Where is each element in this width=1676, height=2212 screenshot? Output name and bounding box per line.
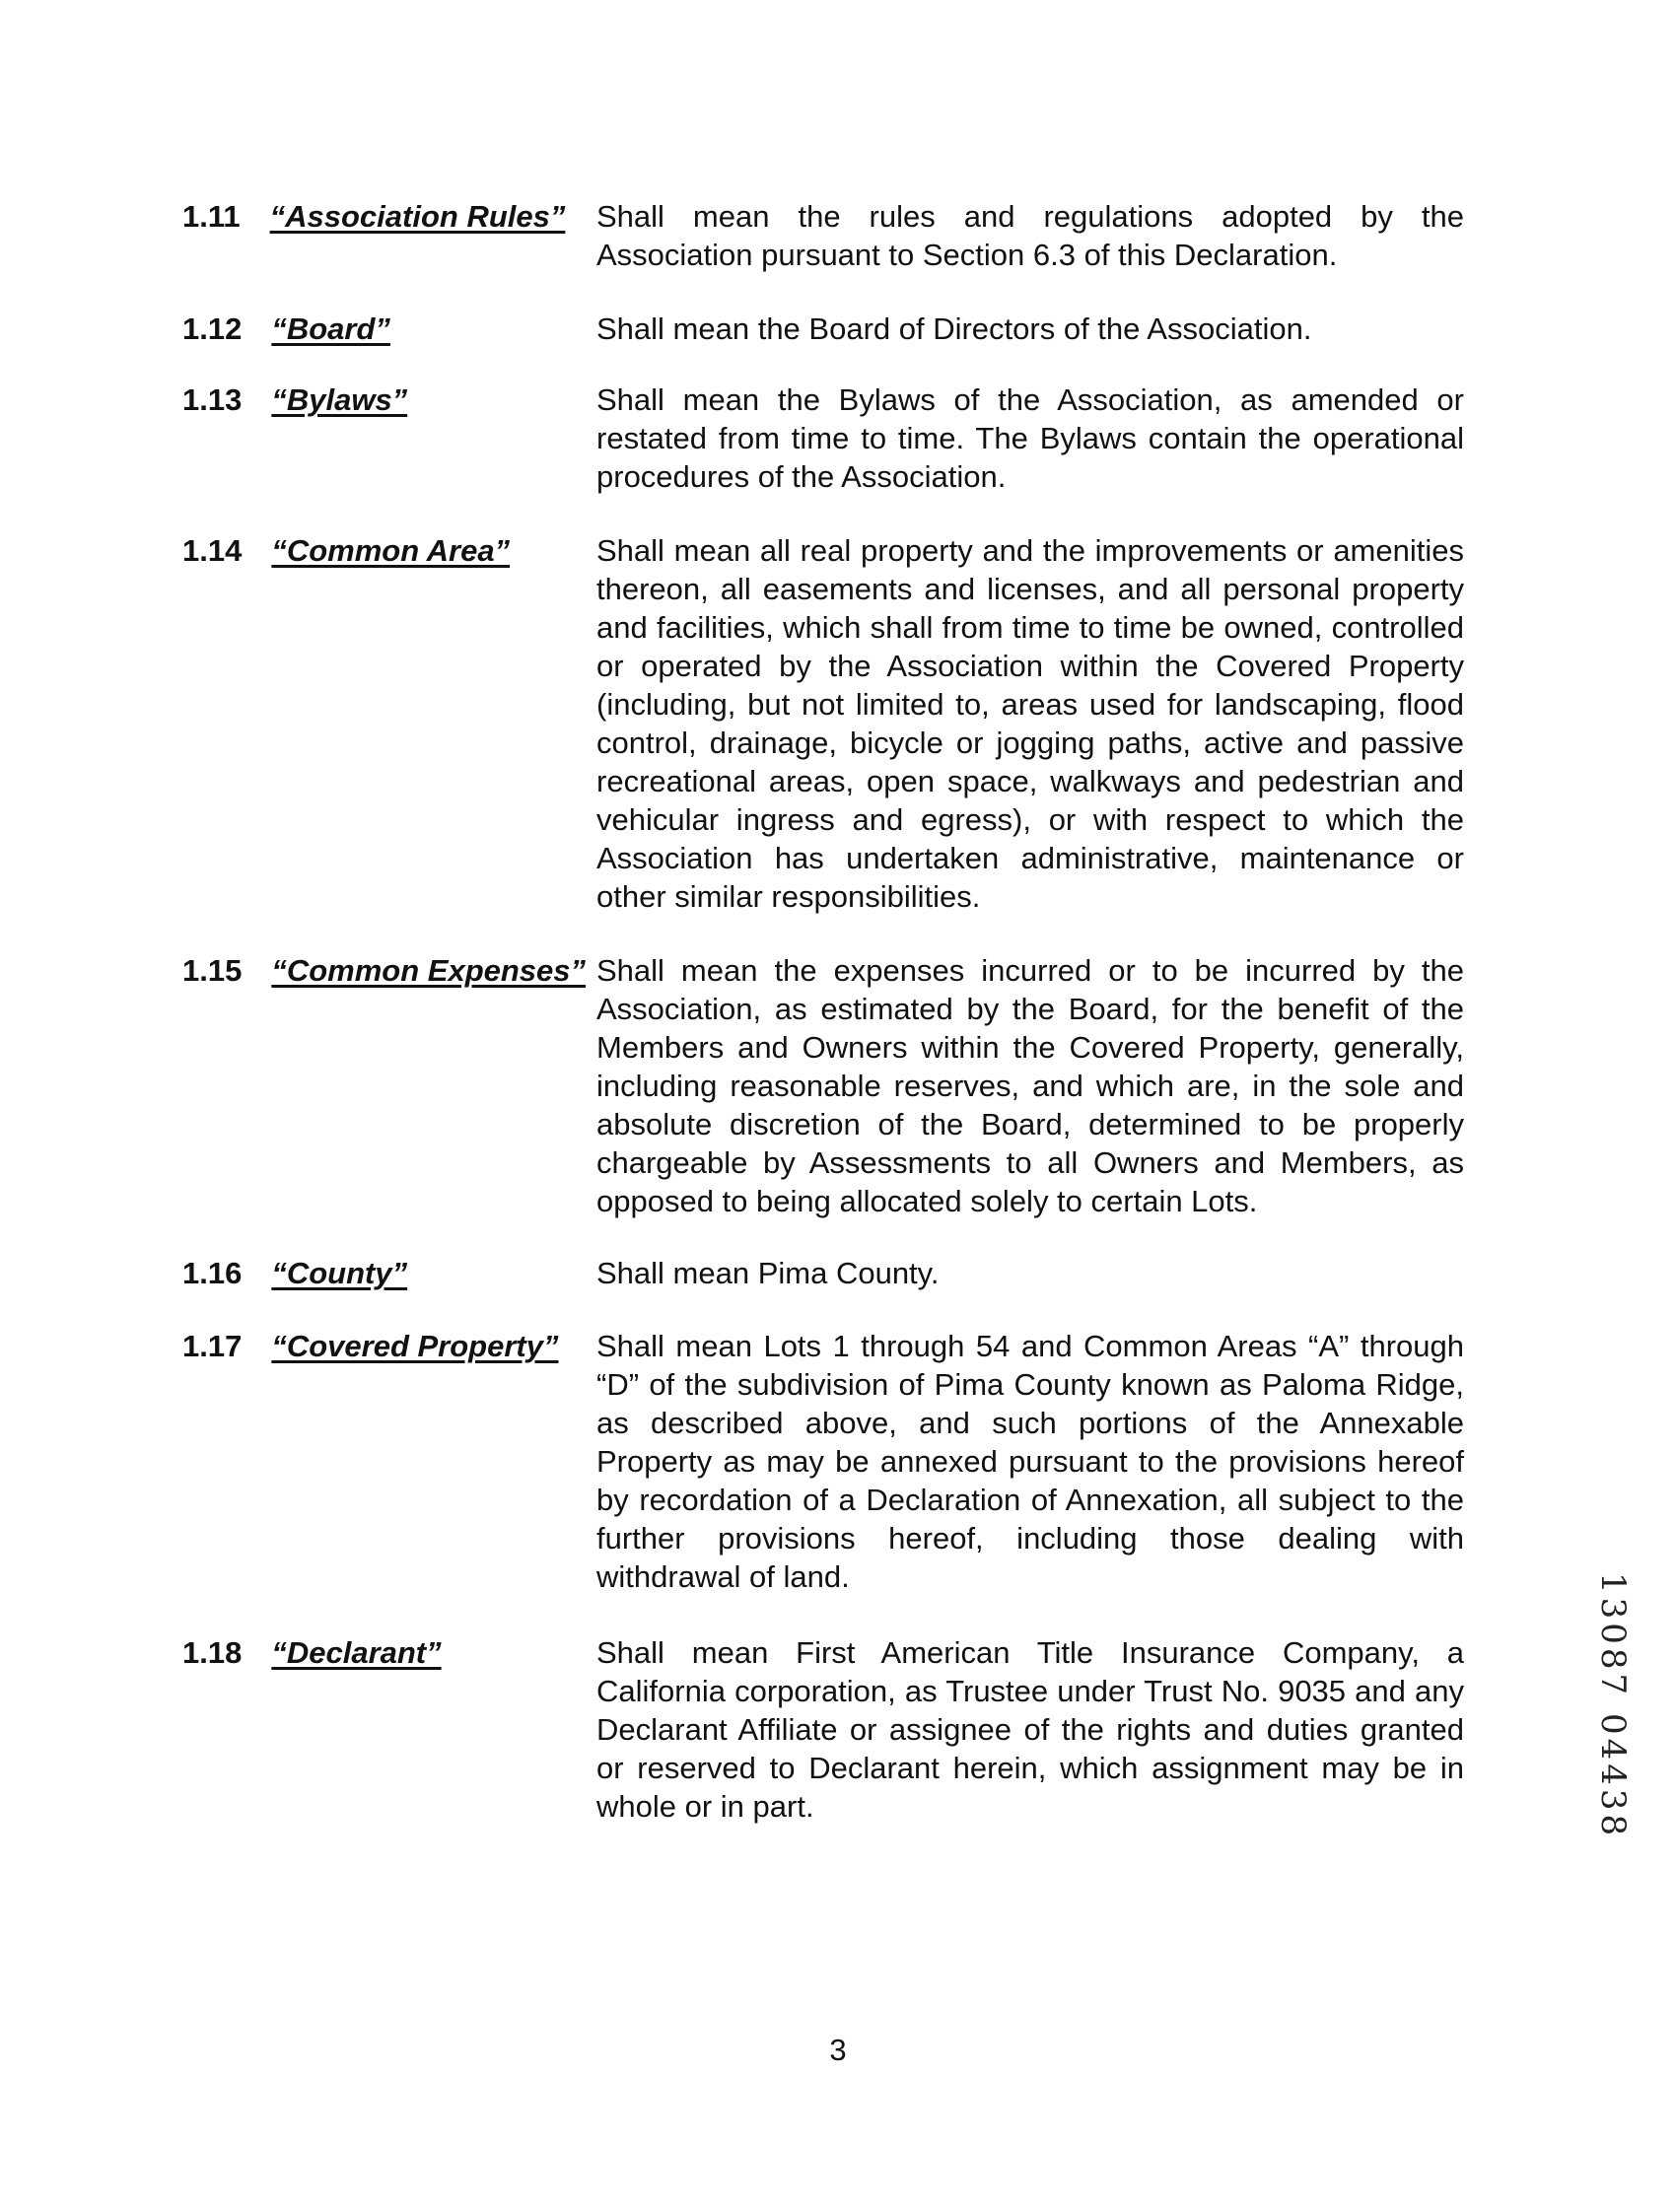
definition-number: 1.18	[182, 1635, 243, 1670]
definition-text: Shall mean First American Title Insurance Company, a California corporation, as Trustee under Trust No. 9035 and any Declarant Affiliate or assignee of the rights and duties granted or reserved to Declarant herein, which assignment may be in whole or in part.	[596, 1635, 1464, 1824]
definition-term	[182, 1254, 596, 1293]
definition-1-17	[182, 1327, 1464, 1596]
definition-number: 1.12	[182, 311, 243, 346]
definition-term	[182, 951, 596, 991]
definition-number: 1.15	[182, 953, 243, 988]
definition-number: 1.17	[182, 1329, 243, 1363]
definition-1-16	[182, 1254, 1464, 1293]
page-number: 3	[829, 2033, 847, 2067]
definition-word: “County”	[271, 1256, 408, 1290]
definition-term	[182, 197, 596, 237]
definition-1-13	[182, 380, 1464, 496]
definition-term	[182, 1633, 596, 1673]
definition-word: “Common Expenses”	[271, 953, 587, 988]
definition-1-18	[182, 1633, 1464, 1826]
definition-number: 1.11	[182, 199, 241, 234]
definition-word: “Association Rules”	[269, 199, 566, 234]
definition-word: “Covered Property”	[271, 1329, 559, 1363]
definition-1-11	[182, 197, 1464, 274]
definitions-list	[182, 197, 1464, 1859]
definition-term	[182, 380, 596, 420]
definition-number: 1.13	[182, 382, 243, 417]
recording-stamp	[1593, 1572, 1639, 1898]
definition-word: “Declarant”	[271, 1635, 442, 1670]
definition-1-12	[182, 310, 1464, 349]
definition-word: “Board”	[271, 311, 390, 346]
definition-text: Shall mean all real property and the improvements or amenities thereon, all easements and licenses, and all personal property and facilities, which shall from time to time be owned, controlled or operated by the Association within the Covered Property (including, but not limited to, areas used for landscaping, flood control, drainage, bicycle or jogging paths, active and passive recreational areas, open space, walkways and pedestrian and vehicular ingress and egress), or with respect to which the Association has undertaken administrative, maintenance or other similar responsibilities.	[596, 533, 1464, 914]
definition-text: Shall mean Pima County.	[596, 1256, 940, 1290]
definition-1-15	[182, 951, 1464, 1220]
definition-term	[182, 1327, 596, 1366]
definition-text: Shall mean the expenses incurred or to be incurred by the Association, as estimated by the Board, for the benefit of the Members and Owners within the Covered Property, generally, including reasonable reserves, and which are, in the sole and absolute discretion of the Board, determined to be properly chargeable by Assessments to all Owners and Members, as opposed to being allocated solely to certain Lots.	[596, 953, 1464, 1218]
definition-number: 1.14	[182, 533, 243, 568]
definition-word: “Common Area”	[271, 533, 511, 568]
definition-term	[182, 531, 596, 571]
definition-1-14	[182, 531, 1464, 916]
definition-number: 1.16	[182, 1256, 243, 1290]
definition-text: Shall mean the rules and regulations adopted by the Association pursuant to Section 6.3 of this Declaration.	[596, 199, 1464, 272]
definition-word: “Bylaws”	[271, 382, 408, 417]
definition-text: Shall mean the Bylaws of the Association, as amended or restated from time to time. The Bylaws contain the operational procedures of the Association.	[596, 382, 1464, 494]
definition-text: Shall mean Lots 1 through 54 and Common Areas “A” through “D” of the subdivision of Pima County known as Paloma Ridge, as described above, and such portions of the Annexable Property as may be annexed pursuant to the provisions hereof by recordation of a Declaration of Annexation, all subject to the further provisions hereof, including those dealing with withdrawal of land.	[596, 1329, 1464, 1594]
recording-stamp-text: 13087 04438	[1593, 1572, 1633, 1840]
definition-text: Shall mean the Board of Directors of the Association.	[596, 311, 1312, 346]
definition-term	[182, 310, 596, 349]
